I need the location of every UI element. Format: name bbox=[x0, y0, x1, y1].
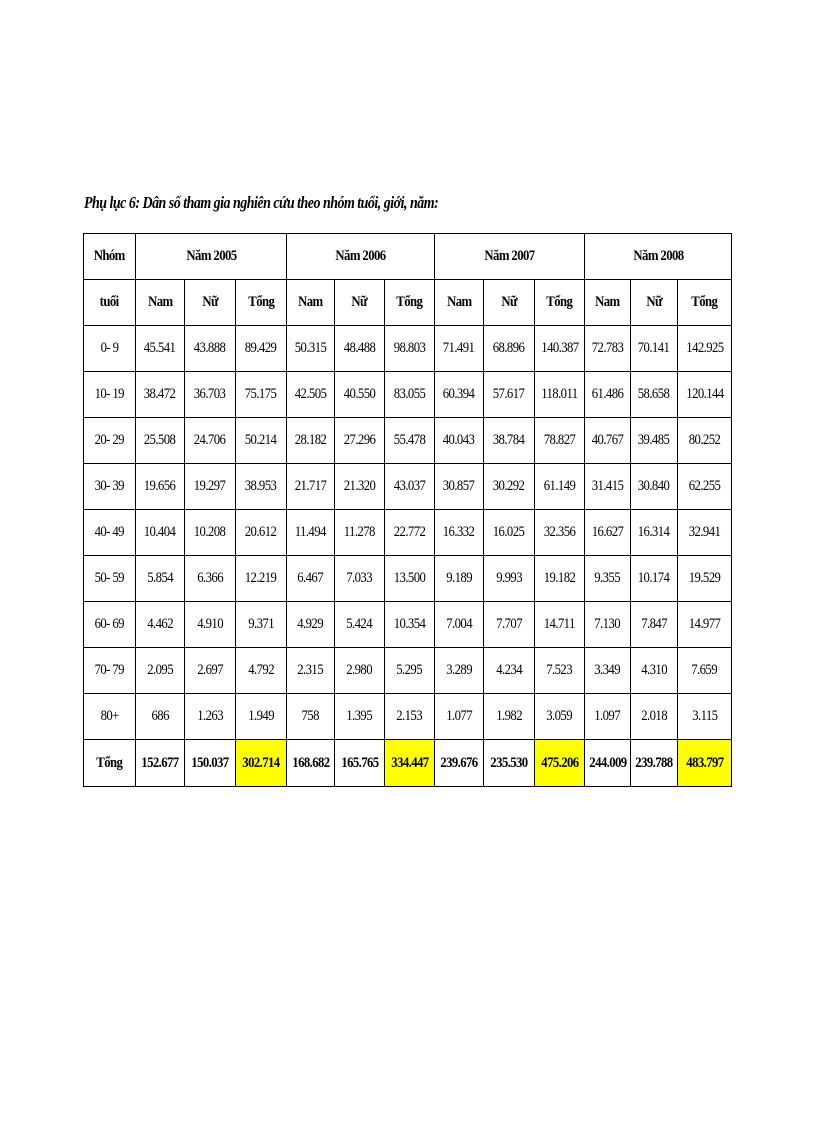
value-cell: 3.349 bbox=[585, 648, 631, 694]
value-cell: 7.004 bbox=[435, 602, 484, 648]
value-cell: 7.033 bbox=[335, 556, 385, 602]
value-cell: 1.395 bbox=[335, 694, 385, 740]
value-cell: 38.784 bbox=[484, 418, 535, 464]
table-row bbox=[84, 510, 732, 556]
sub-header-row bbox=[84, 280, 732, 326]
value-cell: 11.278 bbox=[335, 510, 385, 556]
value-cell: 50.214 bbox=[236, 418, 287, 464]
value-cell: 89.429 bbox=[236, 326, 287, 372]
value-cell: 5.854 bbox=[136, 556, 185, 602]
value-cell: 2.153 bbox=[385, 694, 435, 740]
total-row bbox=[84, 740, 732, 787]
value-cell: 4.462 bbox=[136, 602, 185, 648]
value-cell: 60.394 bbox=[435, 372, 484, 418]
value-cell: 7.847 bbox=[631, 602, 678, 648]
value-cell: 32.356 bbox=[535, 510, 585, 556]
value-cell: 32.941 bbox=[678, 510, 732, 556]
sub-header-nam: Nam bbox=[287, 280, 335, 326]
sub-header-nu: Nữ bbox=[185, 280, 236, 326]
value-cell: 1.263 bbox=[185, 694, 236, 740]
value-cell: 40.767 bbox=[585, 418, 631, 464]
value-cell: 3.059 bbox=[535, 694, 585, 740]
total-value-cell: 302.714 bbox=[236, 740, 287, 787]
value-cell: 31.415 bbox=[585, 464, 631, 510]
value-cell: 75.175 bbox=[236, 372, 287, 418]
table-row bbox=[84, 648, 732, 694]
value-cell: 7.707 bbox=[484, 602, 535, 648]
value-cell: 30.857 bbox=[435, 464, 484, 510]
value-cell: 10.174 bbox=[631, 556, 678, 602]
value-cell: 9.371 bbox=[236, 602, 287, 648]
value-cell: 68.896 bbox=[484, 326, 535, 372]
age-group-cell: 80+ bbox=[84, 694, 136, 740]
value-cell: 21.320 bbox=[335, 464, 385, 510]
sub-header-nu: Nữ bbox=[631, 280, 678, 326]
total-value-cell: 475.206 bbox=[535, 740, 585, 787]
group-header-line2: tuổi bbox=[84, 280, 136, 326]
value-cell: 19.656 bbox=[136, 464, 185, 510]
value-cell: 38.472 bbox=[136, 372, 185, 418]
value-cell: 2.315 bbox=[287, 648, 335, 694]
value-cell: 10.354 bbox=[385, 602, 435, 648]
total-value-cell: 334.447 bbox=[385, 740, 435, 787]
value-cell: 9.993 bbox=[484, 556, 535, 602]
value-cell: 24.706 bbox=[185, 418, 236, 464]
value-cell: 1.097 bbox=[585, 694, 631, 740]
total-value-cell: 239.676 bbox=[435, 740, 484, 787]
table-caption: Phụ lục 6: Dân số tham gia nghiên cứu theo nhóm tuổi, giới, năm: bbox=[84, 193, 439, 212]
value-cell: 48.488 bbox=[335, 326, 385, 372]
value-cell: 9.189 bbox=[435, 556, 484, 602]
value-cell: 61.486 bbox=[585, 372, 631, 418]
value-cell: 2.697 bbox=[185, 648, 236, 694]
total-value-cell: 165.765 bbox=[335, 740, 385, 787]
value-cell: 72.783 bbox=[585, 326, 631, 372]
value-cell: 16.627 bbox=[585, 510, 631, 556]
table-row bbox=[84, 694, 732, 740]
value-cell: 57.617 bbox=[484, 372, 535, 418]
value-cell: 38.953 bbox=[236, 464, 287, 510]
value-cell: 142.925 bbox=[678, 326, 732, 372]
sub-header-nu: Nữ bbox=[335, 280, 385, 326]
value-cell: 9.355 bbox=[585, 556, 631, 602]
sub-header-tong: Tổng bbox=[385, 280, 435, 326]
value-cell: 4.234 bbox=[484, 648, 535, 694]
value-cell: 19.182 bbox=[535, 556, 585, 602]
value-cell: 6.366 bbox=[185, 556, 236, 602]
value-cell: 11.494 bbox=[287, 510, 335, 556]
year-header-2008: Năm 2008 bbox=[585, 234, 732, 280]
value-cell: 6.467 bbox=[287, 556, 335, 602]
total-value-cell: 150.037 bbox=[185, 740, 236, 787]
value-cell: 78.827 bbox=[535, 418, 585, 464]
value-cell: 62.255 bbox=[678, 464, 732, 510]
value-cell: 43.037 bbox=[385, 464, 435, 510]
value-cell: 12.219 bbox=[236, 556, 287, 602]
value-cell: 58.658 bbox=[631, 372, 678, 418]
value-cell: 5.424 bbox=[335, 602, 385, 648]
value-cell: 19.297 bbox=[185, 464, 236, 510]
value-cell: 98.803 bbox=[385, 326, 435, 372]
sub-header-nam: Nam bbox=[435, 280, 484, 326]
sub-header-nam: Nam bbox=[136, 280, 185, 326]
value-cell: 21.717 bbox=[287, 464, 335, 510]
value-cell: 16.314 bbox=[631, 510, 678, 556]
value-cell: 39.485 bbox=[631, 418, 678, 464]
value-cell: 4.310 bbox=[631, 648, 678, 694]
total-label: Tổng bbox=[84, 740, 136, 787]
total-value-cell: 235.530 bbox=[484, 740, 535, 787]
sub-header-tong: Tổng bbox=[678, 280, 732, 326]
value-cell: 4.910 bbox=[185, 602, 236, 648]
value-cell: 10.208 bbox=[185, 510, 236, 556]
table-row bbox=[84, 556, 732, 602]
value-cell: 42.505 bbox=[287, 372, 335, 418]
value-cell: 19.529 bbox=[678, 556, 732, 602]
age-group-cell: 20- 29 bbox=[84, 418, 136, 464]
year-header-2007: Năm 2007 bbox=[435, 234, 585, 280]
age-group-cell: 30- 39 bbox=[84, 464, 136, 510]
table-row bbox=[84, 602, 732, 648]
value-cell: 5.295 bbox=[385, 648, 435, 694]
value-cell: 4.929 bbox=[287, 602, 335, 648]
value-cell: 30.292 bbox=[484, 464, 535, 510]
total-value-cell: 483.797 bbox=[678, 740, 732, 787]
table-row bbox=[84, 464, 732, 510]
value-cell: 120.144 bbox=[678, 372, 732, 418]
value-cell: 14.977 bbox=[678, 602, 732, 648]
total-value-cell: 239.788 bbox=[631, 740, 678, 787]
sub-header-tong: Tổng bbox=[236, 280, 287, 326]
table-row bbox=[84, 372, 732, 418]
value-cell: 40.043 bbox=[435, 418, 484, 464]
value-cell: 10.404 bbox=[136, 510, 185, 556]
value-cell: 1.982 bbox=[484, 694, 535, 740]
value-cell: 140.387 bbox=[535, 326, 585, 372]
year-header-2005: Năm 2005 bbox=[136, 234, 287, 280]
value-cell: 30.840 bbox=[631, 464, 678, 510]
value-cell: 3.115 bbox=[678, 694, 732, 740]
value-cell: 2.980 bbox=[335, 648, 385, 694]
total-value-cell: 152.677 bbox=[136, 740, 185, 787]
age-group-cell: 10- 19 bbox=[84, 372, 136, 418]
value-cell: 20.612 bbox=[236, 510, 287, 556]
value-cell: 43.888 bbox=[185, 326, 236, 372]
age-group-cell: 70- 79 bbox=[84, 648, 136, 694]
value-cell: 28.182 bbox=[287, 418, 335, 464]
value-cell: 118.011 bbox=[535, 372, 585, 418]
value-cell: 2.018 bbox=[631, 694, 678, 740]
total-value-cell: 168.682 bbox=[287, 740, 335, 787]
value-cell: 1.949 bbox=[236, 694, 287, 740]
value-cell: 7.130 bbox=[585, 602, 631, 648]
value-cell: 70.141 bbox=[631, 326, 678, 372]
value-cell: 7.523 bbox=[535, 648, 585, 694]
value-cell: 50.315 bbox=[287, 326, 335, 372]
value-cell: 13.500 bbox=[385, 556, 435, 602]
age-group-cell: 40- 49 bbox=[84, 510, 136, 556]
value-cell: 80.252 bbox=[678, 418, 732, 464]
year-header-row bbox=[84, 234, 732, 280]
value-cell: 4.792 bbox=[236, 648, 287, 694]
value-cell: 2.095 bbox=[136, 648, 185, 694]
value-cell: 3.289 bbox=[435, 648, 484, 694]
value-cell: 45.541 bbox=[136, 326, 185, 372]
value-cell: 71.491 bbox=[435, 326, 484, 372]
value-cell: 61.149 bbox=[535, 464, 585, 510]
value-cell: 36.703 bbox=[185, 372, 236, 418]
value-cell: 22.772 bbox=[385, 510, 435, 556]
value-cell: 83.055 bbox=[385, 372, 435, 418]
value-cell: 758 bbox=[287, 694, 335, 740]
sub-header-tong: Tổng bbox=[535, 280, 585, 326]
value-cell: 55.478 bbox=[385, 418, 435, 464]
age-group-cell: 0- 9 bbox=[84, 326, 136, 372]
table-row bbox=[84, 326, 732, 372]
value-cell: 686 bbox=[136, 694, 185, 740]
table-row bbox=[84, 418, 732, 464]
total-value-cell: 244.009 bbox=[585, 740, 631, 787]
population-table bbox=[83, 233, 732, 787]
year-header-2006: Năm 2006 bbox=[287, 234, 435, 280]
sub-header-nu: Nữ bbox=[484, 280, 535, 326]
age-group-cell: 60- 69 bbox=[84, 602, 136, 648]
value-cell: 1.077 bbox=[435, 694, 484, 740]
value-cell: 16.025 bbox=[484, 510, 535, 556]
group-header-line1: Nhóm bbox=[84, 234, 136, 280]
value-cell: 14.711 bbox=[535, 602, 585, 648]
sub-header-nam: Nam bbox=[585, 280, 631, 326]
age-group-cell: 50- 59 bbox=[84, 556, 136, 602]
value-cell: 25.508 bbox=[136, 418, 185, 464]
value-cell: 40.550 bbox=[335, 372, 385, 418]
value-cell: 7.659 bbox=[678, 648, 732, 694]
value-cell: 16.332 bbox=[435, 510, 484, 556]
value-cell: 27.296 bbox=[335, 418, 385, 464]
